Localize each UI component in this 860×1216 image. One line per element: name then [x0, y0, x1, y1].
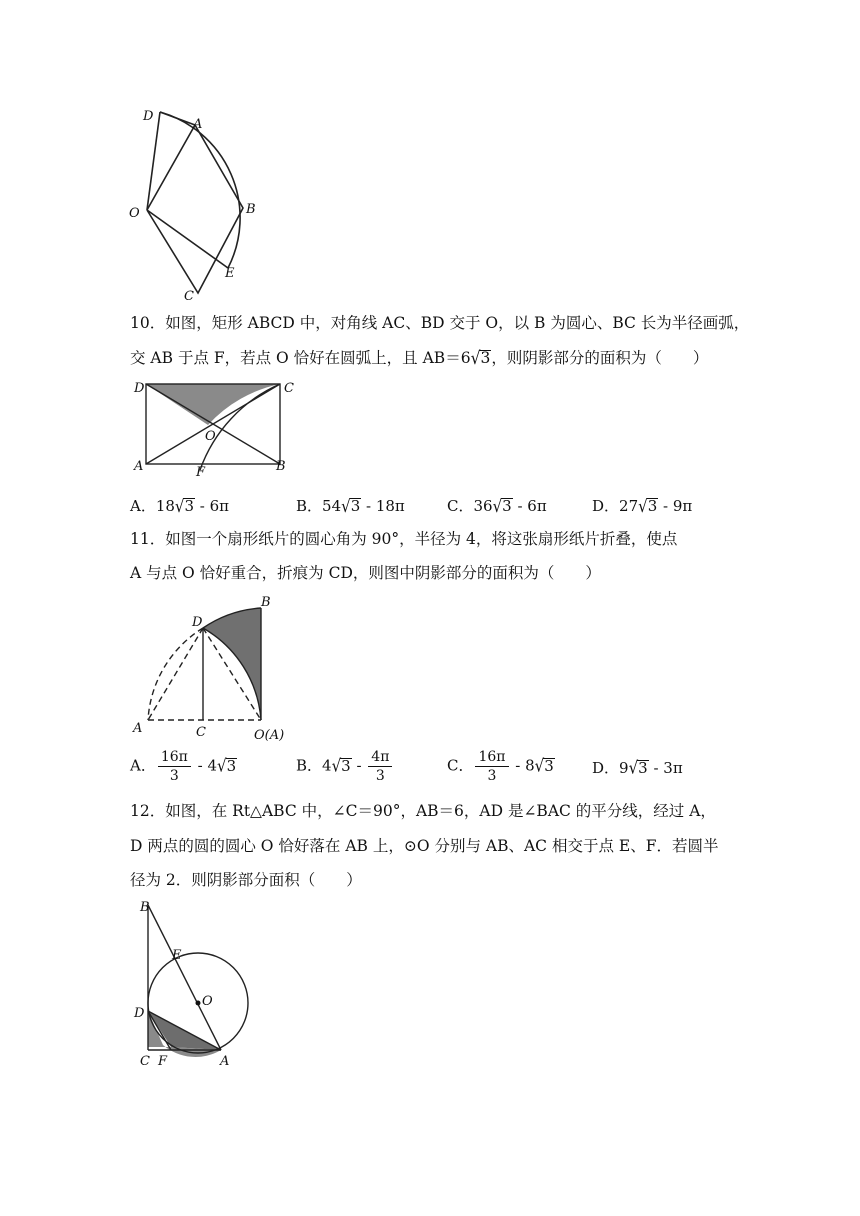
figure-q9 [125, 100, 275, 305]
q10-option-d[interactable]: D．27√3 - 9π [592, 495, 693, 517]
q10-line2: 交 AB 于点 F，若点 O 恰好在圆弧上，且 AB＝6√3，则阴影部分的面积为（ ） [130, 347, 709, 369]
label-A: A [220, 1054, 230, 1069]
label-E: E [172, 948, 182, 963]
label-OA: O(A) [254, 728, 285, 743]
label-O: O [205, 429, 216, 444]
label-A: A [134, 459, 144, 474]
label-F: F [196, 465, 206, 478]
label-D: D [134, 381, 145, 396]
q11-line2: A 与点 O 恰好重合，折痕为 CD，则图中阴影部分的面积为（ ） [130, 564, 601, 582]
label-B: B [140, 900, 150, 915]
q10-line1: 10．如图，矩形 ABCD 中，对角线 AC、BD 交于 O，以 B 为圆心、BC 长为半径画弧， [130, 314, 750, 332]
q11-option-d[interactable]: D．9√3 - 3π [592, 757, 683, 779]
label-C: C [140, 1054, 150, 1069]
q11-option-c[interactable]: C． $\frac{16\pi}{3}$ - 8√3 [447, 749, 554, 784]
label-D: D [192, 615, 203, 630]
label-D: D [143, 109, 154, 124]
q12-line3: 径为 2．则阴影部分面积（ ） [130, 871, 362, 889]
label-C: C [284, 381, 294, 396]
label-C: C [184, 289, 194, 304]
figure-q12 [128, 895, 268, 1070]
label-A: A [133, 721, 143, 736]
label-O: O [202, 994, 213, 1009]
label-B: B [261, 595, 271, 610]
label-D: D [134, 1006, 145, 1021]
q10-option-a[interactable]: A．18√3 - 6π [130, 495, 230, 517]
label-C: C [196, 725, 206, 740]
q10-option-b[interactable]: B．54√3 - 18π [296, 495, 405, 517]
q10-option-c[interactable]: C．36√3 - 6π [447, 495, 547, 517]
q11-option-b[interactable]: B．4√3 - $\frac{4\pi}{3}$ [296, 748, 394, 785]
label-B: B [246, 202, 256, 217]
label-E: E [225, 266, 235, 281]
q12-line2: D 两点的圆的圆心 O 恰好落在 AB 上，⊙O 分别与 AB、AC 相交于点 E、F．若圆半 [130, 837, 719, 855]
label-O: O [129, 206, 140, 221]
label-A: A [193, 117, 203, 132]
q11-option-a[interactable]: A． $\frac{16\pi}{3}$ - 4√3 [130, 749, 237, 784]
label-F: F [158, 1054, 168, 1069]
q11-line1: 11．如图一个扇形纸片的圆心角为 90°，半径为 4，将这张扇形纸片折叠，使点 [130, 530, 678, 548]
q12-line1: 12．如图，在 Rt△ABC 中，∠C＝90°，AB＝6，AD 是∠BAC 的平分线，经过 A， [130, 802, 716, 820]
label-B: B [276, 459, 286, 474]
figure-q11 [128, 590, 288, 745]
figure-q10 [128, 378, 298, 478]
